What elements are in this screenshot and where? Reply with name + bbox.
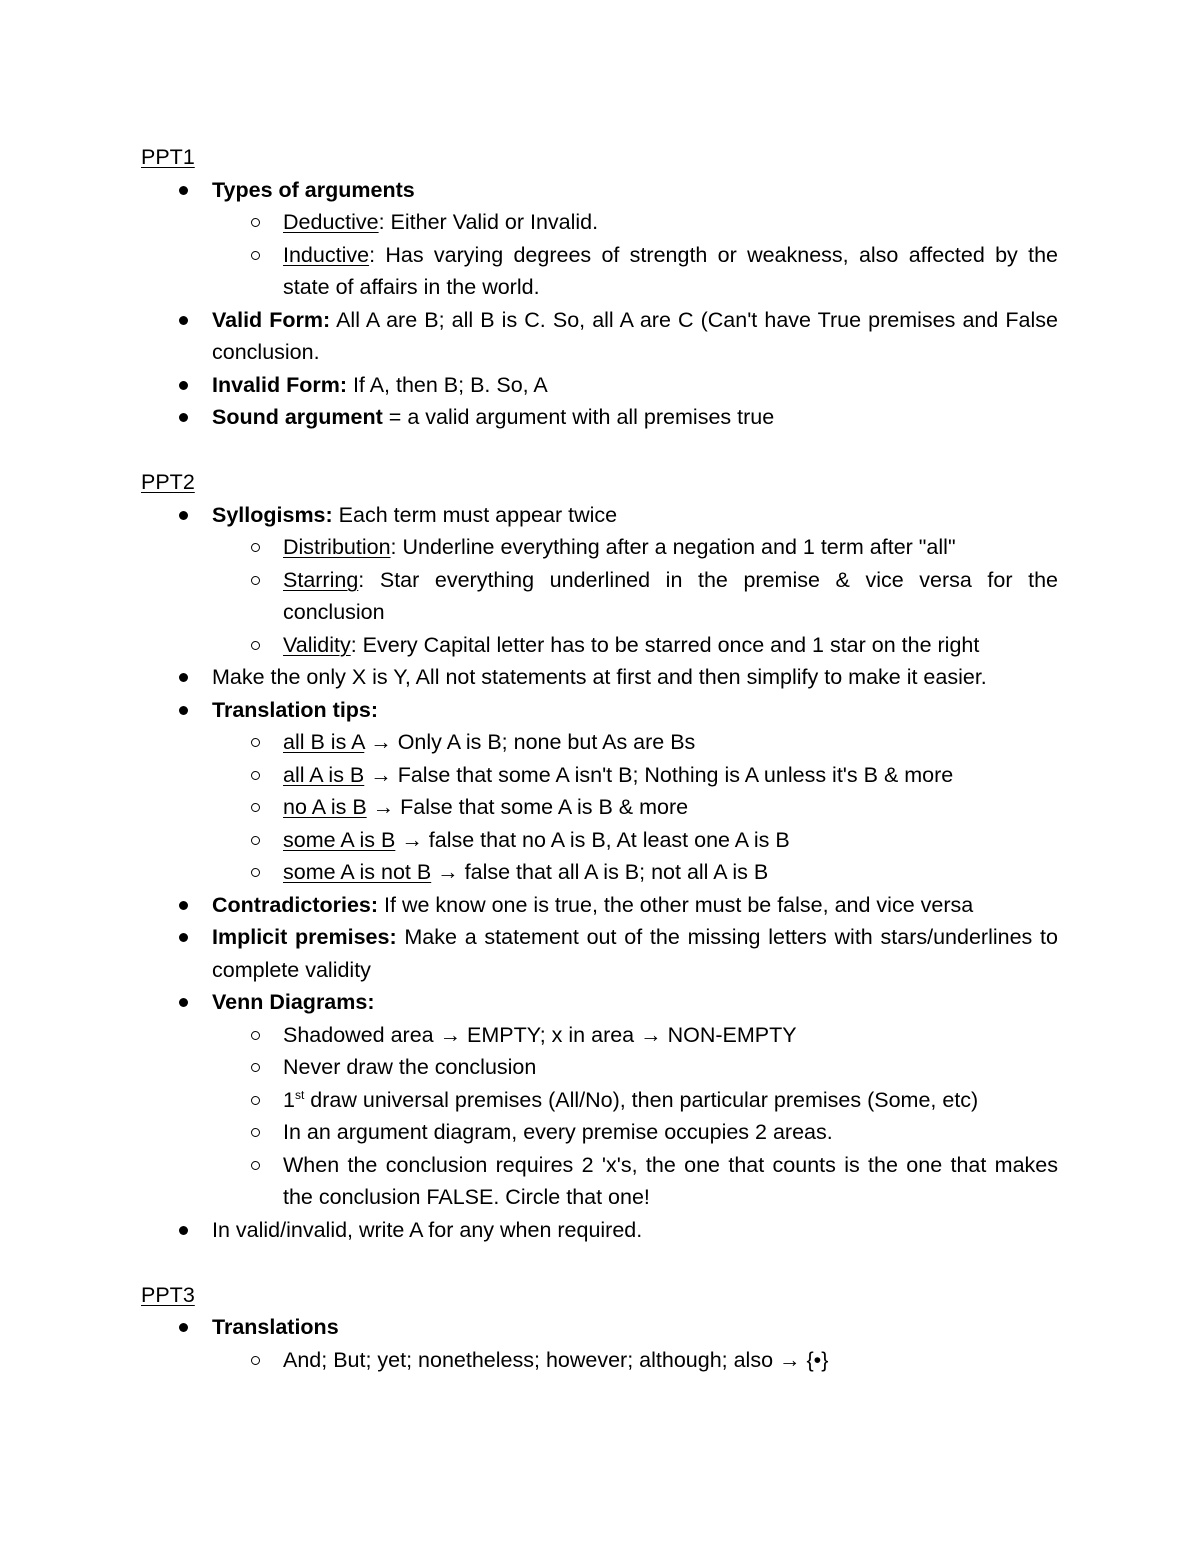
list-item-invalid-form xyxy=(141,369,1058,402)
list-item-syllogisms xyxy=(141,499,1058,662)
tip-text: → false that no A is B, At least one A is B xyxy=(395,827,790,852)
list-item-first-draw xyxy=(141,1084,1058,1117)
bullet-icon xyxy=(179,998,188,1007)
item-label: Implicit premises: xyxy=(212,925,397,949)
bullet-icon xyxy=(179,706,188,715)
bullet-icon xyxy=(179,1323,188,1332)
bullet-icon xyxy=(179,933,188,942)
tip-term: all A is B xyxy=(283,762,365,787)
item-text: Make a statement out of the missing letters with stars/underlines to complete validity xyxy=(212,925,1058,982)
item-text: : Either Valid or Invalid. xyxy=(378,210,599,234)
term-inductive: Inductive xyxy=(283,242,370,267)
item-text: And; But; yet; nonetheless; however; although; also → {•} xyxy=(283,1347,829,1372)
circle-bullet-icon xyxy=(251,576,260,585)
section-spacer xyxy=(141,1246,1058,1279)
list-item-make-only xyxy=(141,661,1058,694)
circle-bullet-icon xyxy=(251,543,260,552)
item-text: draw universal premises (All/No), then particular premises (Some, etc) xyxy=(304,1087,979,1112)
section-title-ppt2: PPT2 xyxy=(141,470,195,494)
list-item-validity xyxy=(141,629,1058,662)
bullet-icon xyxy=(179,381,188,390)
bullet-icon xyxy=(179,316,188,325)
tip-text: → False that some A is B & more xyxy=(366,795,689,819)
section-title-ppt1: PPT1 xyxy=(141,145,195,169)
circle-bullet-icon xyxy=(251,1096,260,1105)
item-text: Shadowed area → EMPTY; x in area → NON-EMPTY xyxy=(283,1022,797,1047)
circle-bullet-icon xyxy=(251,836,260,845)
ppt1-list xyxy=(141,174,1058,434)
item-label: Contradictories: xyxy=(212,892,379,917)
list-item-conclusion-x xyxy=(141,1149,1058,1214)
term-distribution: Distribution xyxy=(283,535,391,559)
term-starring: Starring xyxy=(283,567,359,592)
tip-term: some A is not B xyxy=(283,860,432,884)
item-text: Never draw the conclusion xyxy=(283,1055,537,1079)
item-text: All A are B; all B is C. So, all A are C (Can't have True premises and False conclusion. xyxy=(212,307,1058,364)
item-text: When the conclusion requires 2 'x's, the one that counts is the one that makes the conclusion FALSE. Circle that one! xyxy=(283,1152,1058,1209)
item-text: If we know one is true, the other must be false, and vice versa xyxy=(378,892,974,917)
bullet-icon xyxy=(179,673,188,682)
circle-bullet-icon xyxy=(251,1356,260,1365)
list-item-argument-diagram xyxy=(141,1116,1058,1149)
item-text: = a valid argument with all premises true xyxy=(382,405,775,429)
list-item-valid-form xyxy=(141,304,1058,369)
list-item-tip xyxy=(141,726,1058,759)
item-text: Make the only X is Y, All not statements at first and then simplify to make it easier. xyxy=(212,665,987,689)
circle-bullet-icon xyxy=(251,803,260,812)
list-item-venn-diagrams xyxy=(141,986,1058,1214)
tip-term: no A is B xyxy=(283,795,367,819)
circle-bullet-icon xyxy=(251,1063,260,1072)
item-label: Types of arguments xyxy=(212,177,415,202)
item-number: 1 xyxy=(283,1087,295,1112)
notes-page xyxy=(141,141,1058,1376)
tip-term: some A is B xyxy=(283,827,396,852)
tip-text: → Only A is B; none but As are Bs xyxy=(364,730,696,754)
item-text: In an argument diagram, every premise occupies 2 areas. xyxy=(283,1120,833,1144)
list-item-and-but xyxy=(141,1344,1058,1377)
circle-bullet-icon xyxy=(251,771,260,780)
bullet-icon xyxy=(179,413,188,422)
item-label: Invalid Form: xyxy=(212,372,347,397)
list-item-implicit-premises xyxy=(141,921,1058,986)
bullet-icon xyxy=(179,901,188,910)
list-item-inductive xyxy=(141,239,1058,304)
item-label: Translations xyxy=(212,1315,339,1339)
circle-bullet-icon xyxy=(251,218,260,227)
item-label: Syllogisms: xyxy=(212,502,333,527)
list-item-never-draw xyxy=(141,1051,1058,1084)
translation-tips-sublist xyxy=(212,726,1058,889)
circle-bullet-icon xyxy=(251,1031,260,1040)
item-text: : Has varying degrees of strength or weakness, also affected by the state of affairs in the world. xyxy=(283,242,1058,299)
item-label: Translation tips: xyxy=(212,697,379,722)
item-text: : Underline everything after a negation and 1 term after "all" xyxy=(390,535,956,559)
bullet-icon xyxy=(179,1226,188,1235)
circle-bullet-icon xyxy=(251,868,260,877)
item-label: Venn Diagrams: xyxy=(212,990,375,1014)
term-deductive: Deductive xyxy=(283,210,379,234)
types-sublist xyxy=(212,206,1058,304)
item-label: Sound argument xyxy=(212,405,383,429)
list-item-starring xyxy=(141,564,1058,629)
list-item-sound-argument xyxy=(141,401,1058,434)
venn-sublist xyxy=(212,1019,1058,1214)
item-text: : Star everything underlined in the premise & vice versa for the conclusion xyxy=(283,567,1058,624)
list-item-valid-invalid xyxy=(141,1214,1058,1247)
list-item-translation-tips xyxy=(141,694,1058,889)
list-item-translations xyxy=(141,1311,1058,1376)
list-item-tip xyxy=(141,791,1058,824)
item-text: : Every Capital letter has to be starred once and 1 star on the right xyxy=(350,632,980,657)
item-text: If A, then B; B. So, A xyxy=(346,372,548,397)
tip-text: → False that some A isn't B; Nothing is A unless it's B & more xyxy=(364,762,954,787)
ordinal-suffix: st xyxy=(294,1087,305,1102)
tip-term: all B is A xyxy=(283,730,365,754)
section-title-ppt3: PPT3 xyxy=(141,1282,195,1307)
item-label: Valid Form: xyxy=(212,307,331,332)
ppt3-list xyxy=(141,1311,1058,1376)
circle-bullet-icon xyxy=(251,641,260,650)
translations-sublist xyxy=(212,1344,1058,1377)
circle-bullet-icon xyxy=(251,1128,260,1137)
circle-bullet-icon xyxy=(251,738,260,747)
item-text: In valid/invalid, write A for any when required. xyxy=(212,1217,643,1242)
section-spacer xyxy=(141,434,1058,467)
syllogisms-sublist xyxy=(212,531,1058,661)
circle-bullet-icon xyxy=(251,1161,260,1170)
list-item-tip xyxy=(141,824,1058,857)
list-item-tip xyxy=(141,759,1058,792)
circle-bullet-icon xyxy=(251,251,260,260)
list-item-types-of-arguments xyxy=(141,174,1058,304)
ppt2-list xyxy=(141,499,1058,1247)
list-item-distribution xyxy=(141,531,1058,564)
bullet-icon xyxy=(179,511,188,520)
list-item-tip xyxy=(141,856,1058,889)
list-item-contradictories xyxy=(141,889,1058,922)
term-validity: Validity xyxy=(283,632,351,657)
tip-text: → false that all A is B; not all A is B xyxy=(431,860,769,884)
list-item-shadowed-area xyxy=(141,1019,1058,1052)
list-item-deductive xyxy=(141,206,1058,239)
item-text: Each term must appear twice xyxy=(332,502,618,527)
bullet-icon xyxy=(179,186,188,195)
